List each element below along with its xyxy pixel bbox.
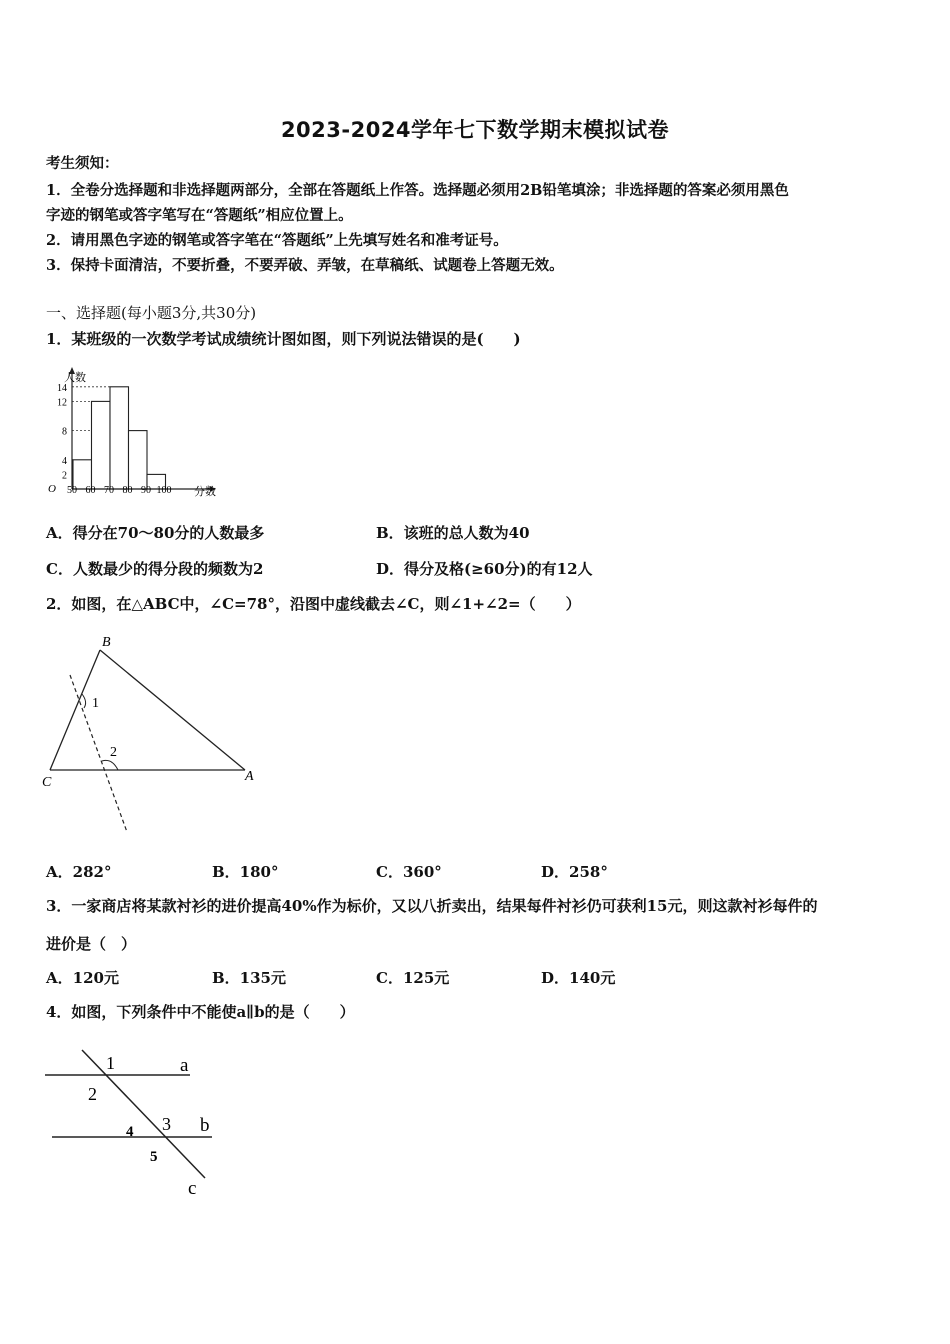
origin-label: O: [48, 483, 56, 495]
question-2-stem: 2．如图，在△ABC中，∠C=78°，沿图中虚线截去∠C，则∠1+∠2=（ ）: [46, 595, 581, 613]
angle-5-label: 5: [150, 1149, 158, 1165]
notice-heading: 考生须知：: [46, 155, 119, 172]
vertex-b-label: B: [102, 635, 111, 650]
y-axis-label: 人数: [64, 372, 86, 384]
q2-option-b[interactable]: B．180°: [212, 863, 279, 881]
x-tick-80: 80: [122, 485, 133, 496]
y-tick-2: 2: [62, 470, 67, 482]
chart-bars: [73, 387, 166, 489]
q3-option-b[interactable]: B．135元: [212, 969, 286, 987]
q1-option-d[interactable]: D．得分及格(≥60分)的有12人: [376, 560, 593, 578]
angle-2-label: 2: [88, 1084, 97, 1104]
question-3-stem-line-2: 进价是（ ）: [46, 935, 137, 953]
line-c-label: c: [188, 1178, 197, 1199]
side-ba: [100, 650, 245, 770]
notice-line-1a: 1．全卷分选择题和非选择题两部分，全部在答题纸上作答。选择题必须用2B铅笔填涂；非选择题的答案必须用黑色: [46, 182, 789, 199]
q2-option-c[interactable]: C．360°: [376, 863, 442, 881]
angle-1-arc: [82, 694, 86, 708]
bar-70-80: [110, 387, 129, 489]
q3-option-a[interactable]: A．120元: [46, 969, 119, 987]
q2-option-a[interactable]: A．282°: [46, 863, 112, 881]
y-tick-12: 12: [57, 397, 67, 409]
x-tick-50: 50: [67, 485, 77, 496]
page-title: 2023-2024学年七下数学期末模拟试卷: [280, 118, 670, 142]
q1-option-a[interactable]: A．得分在70～80分的人数最多: [46, 524, 265, 542]
x-axis-label: 分数: [194, 486, 216, 498]
q3-option-c[interactable]: C．125元: [376, 969, 450, 987]
angle-2-label: 2: [110, 745, 117, 760]
q1-option-c[interactable]: C．人数最少的得分段的频数为2: [46, 560, 264, 578]
section-heading: 一、选择题(每小题3分,共30分): [46, 304, 257, 322]
vertex-a-label: A: [245, 769, 254, 784]
notice-line-2: 2．请用黑色字迹的钢笔或答字笔在“答题纸”上先填写姓名和准考证号。: [46, 232, 508, 249]
notice-line-3: 3．保持卡面清洁，不要折叠，不要弄破、弄皱，在草稿纸、试题卷上答题无效。: [46, 257, 564, 274]
y-tick-14: 14: [57, 382, 67, 394]
q3-option-d[interactable]: D．140元: [541, 969, 616, 987]
line-b-label: b: [200, 1115, 210, 1136]
q1-option-b[interactable]: B．该班的总人数为40: [376, 524, 530, 542]
y-tick-8: 8: [62, 426, 67, 438]
x-tick-70: 70: [104, 485, 114, 496]
vertex-c-label: C: [42, 775, 52, 790]
y-tick-labels: [57, 383, 67, 482]
notice-line-1b: 字迹的钢笔或答字笔写在“答题纸”相应位置上。: [46, 207, 353, 224]
angle-3-label: 3: [162, 1114, 171, 1134]
question-3-stem-line-1: 3．一家商店将某款衬衫的进价提高40%作为标价，又以八折卖出，结果每件衬衫仍可获利15元，则这款衬衫每件的: [46, 897, 818, 915]
angle-1-label: 1: [106, 1053, 115, 1073]
x-tick-90: 90: [141, 485, 151, 496]
parallel-lines-figure: [40, 1040, 230, 1205]
bar-60-70: [92, 401, 111, 489]
triangle-figure: [40, 630, 270, 840]
histogram-chart: [42, 362, 222, 502]
x-tick-100: 100: [156, 485, 172, 496]
angle-1-label: 1: [92, 696, 99, 711]
bar-80-90: [129, 431, 148, 489]
x-tick-60: 60: [85, 485, 96, 496]
y-tick-4: 4: [62, 455, 67, 467]
line-a-label: a: [180, 1055, 189, 1076]
angle-4-label: 4: [126, 1124, 134, 1140]
question-4-stem: 4．如图，下列条件中不能使a∥b的是（ ）: [46, 1003, 355, 1021]
q2-option-d[interactable]: D．258°: [541, 863, 608, 881]
question-1-stem: 1．某班级的一次数学考试成绩统计图如图，则下列说法错误的是( ): [46, 330, 521, 348]
